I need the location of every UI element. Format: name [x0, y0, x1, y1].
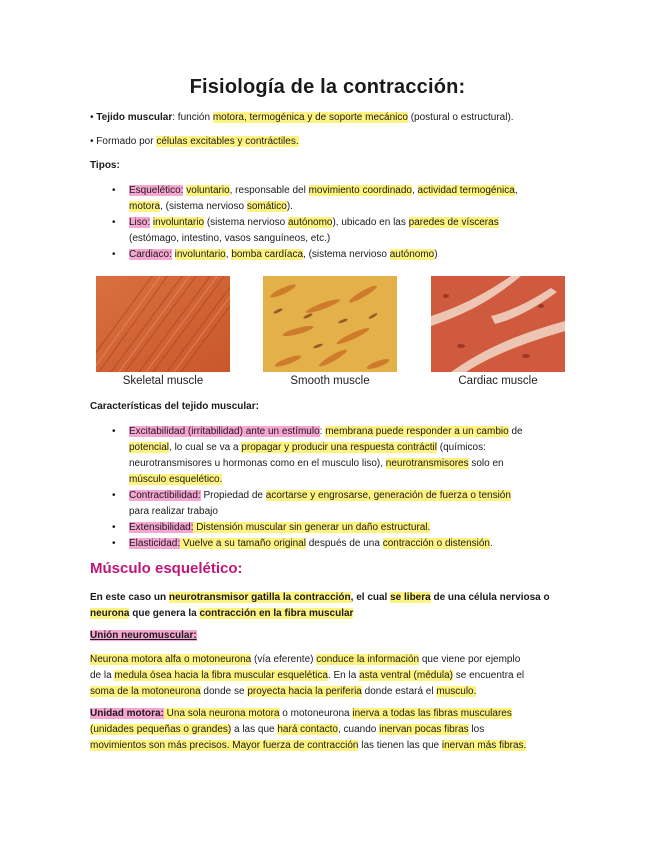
text: (vía eferente): [251, 654, 317, 665]
caracteristicas-list: [112, 424, 562, 552]
highlight: motora: [129, 201, 161, 212]
text: donde se: [200, 686, 248, 697]
highlight: autónomo: [389, 249, 435, 260]
caracteristicas-label: Características del tejido muscular:: [90, 401, 259, 412]
text: neurotransmisores u hormonas como en el musculo liso),: [129, 458, 386, 469]
list-item: [112, 215, 562, 247]
text: .: [490, 538, 493, 549]
text: (postural o estructural).: [407, 112, 514, 123]
highlight: involuntario: [152, 217, 205, 228]
bullet: •: [112, 426, 116, 437]
intro-line-formado: [90, 134, 570, 150]
label: Extensibilidad:: [129, 522, 194, 533]
paragraph: [90, 590, 570, 622]
highlight: musculo.: [436, 686, 477, 697]
text: (estómago, intestino, vasos sanguíneos, etc.): [129, 233, 331, 244]
highlight: contracción en la fibra muscular: [199, 608, 354, 619]
highlight: Vuelve a su tamaño original: [180, 538, 306, 549]
bullet: •: [90, 136, 94, 147]
highlight: neurona: [90, 608, 130, 619]
highlight: potencial: [129, 442, 170, 453]
highlight: Distensión muscular sin generar un daño estructural.: [193, 522, 431, 533]
highlight: células excitables y contráctiles.: [156, 136, 299, 147]
text: ), ubicado en las: [332, 217, 409, 228]
text: de: [508, 426, 523, 437]
bullet: •: [112, 249, 116, 260]
bullet: •: [112, 185, 116, 196]
text: , (sistema nervioso: [160, 201, 247, 212]
image-caption: Cardiac muscle: [458, 375, 538, 387]
tipos-list: [112, 183, 562, 263]
highlight: bomba cardíaca: [231, 249, 304, 260]
label: Contractibilidad:: [129, 490, 201, 501]
list-item: [112, 183, 562, 215]
text: Formado por: [96, 136, 157, 147]
highlight: inerva a todas las fibras musculares: [352, 708, 512, 719]
paragraph: [90, 706, 570, 754]
text: . En la: [327, 670, 360, 681]
bullet: •: [112, 490, 116, 501]
bullet: •: [112, 522, 116, 533]
cardiac-muscle-image: [431, 276, 565, 372]
union-label-line: [90, 628, 570, 644]
highlight: neurotransmisores: [385, 458, 469, 469]
text: :: [319, 426, 326, 437]
text: las tienen las que: [358, 740, 442, 751]
list-item: [112, 424, 562, 488]
text: ,: [514, 185, 518, 196]
bullet: •: [112, 538, 116, 549]
union-label: Unión neuromuscular:: [90, 630, 197, 641]
text: (sistema nervioso: [204, 217, 288, 228]
list-item: [112, 536, 562, 552]
highlight: hará contacto: [277, 724, 338, 735]
intro-line-tejido: [90, 110, 570, 126]
highlight: neurotransmisor gatilla la contracción: [168, 592, 351, 603]
highlight: movimiento coordinado: [308, 185, 412, 196]
label: Cardiaco:: [129, 249, 172, 260]
text: : función: [172, 112, 213, 123]
highlight: voluntario: [186, 185, 230, 196]
image-caption: Smooth muscle: [290, 375, 370, 387]
tejido-label: Tejido muscular: [96, 112, 173, 123]
text: ): [434, 249, 438, 260]
text: , el cual: [350, 592, 391, 603]
highlight: somático: [246, 201, 287, 212]
image-caption: Skeletal muscle: [122, 375, 204, 387]
highlight: involuntario: [174, 249, 226, 260]
highlight: asta ventral (médula): [359, 670, 453, 681]
highlight: actividad termogénica: [417, 185, 515, 196]
text: de la: [90, 670, 115, 681]
highlight: paredes de vísceras: [408, 217, 499, 228]
text: los: [468, 724, 485, 735]
skeletal-muscle-image: [96, 276, 230, 372]
text: , cuando: [337, 724, 380, 735]
text: o motoneurona: [279, 708, 353, 719]
label: Liso:: [129, 217, 151, 228]
highlight: acortarse y engrosarse, generación de fuerza o tensión: [265, 490, 511, 501]
text: se encuentra el: [453, 670, 525, 681]
highlight: Neurona motora alfa o motoneurona: [90, 654, 252, 665]
tipos-label: Tipos:: [90, 160, 120, 171]
text: , responsable del: [229, 185, 309, 196]
label: Esquelético:: [129, 185, 184, 196]
highlight: propagar y producir una respuesta contráctil: [241, 442, 437, 453]
list-item: [112, 247, 562, 263]
text: que genera la: [129, 608, 200, 619]
highlight: proyecta hacia la periferia: [247, 686, 362, 697]
paragraph: [90, 652, 570, 700]
bullet: •: [90, 112, 94, 123]
highlight: movimientos son más precisos. Mayor fuerza de contracción: [90, 740, 359, 751]
highlight: músculo esquelético.: [129, 474, 223, 485]
section-title: Músculo esquelético:: [90, 560, 243, 577]
text: ,: [411, 185, 418, 196]
text: solo en: [468, 458, 504, 469]
highlight: inervan pocas fibras: [379, 724, 469, 735]
page-title: Fisiología de la contracción:: [189, 76, 466, 98]
highlight: motora, termogénica y de soporte mecánico: [212, 112, 408, 123]
highlight: se libera: [390, 592, 431, 603]
highlight: medula ósea hacia la fibra muscular esquelética: [114, 670, 328, 681]
label: Unidad motora:: [90, 708, 164, 719]
highlight: membrana puede responder a un cambio: [325, 426, 509, 437]
list-item: [112, 520, 562, 536]
text: (químicos:: [436, 442, 486, 453]
bullet: •: [112, 217, 116, 228]
text: para realizar trabajo: [129, 506, 218, 517]
label: Excitabilidad (irritabilidad) ante un estímulo: [129, 426, 320, 437]
highlight: (unidades pequeñas o grandes): [90, 724, 232, 735]
highlight: conduce la información: [316, 654, 420, 665]
list-item: [112, 488, 562, 520]
text: En este caso un: [90, 592, 169, 603]
text: donde estará el: [361, 686, 437, 697]
highlight: autónomo: [287, 217, 333, 228]
highlight: inervan más fibras.: [441, 740, 527, 751]
smooth-muscle-image: [263, 276, 397, 372]
text: ,: [225, 249, 232, 260]
text: , (sistema nervioso: [303, 249, 390, 260]
highlight: soma de la motoneurona: [90, 686, 201, 697]
text: de una célula nerviosa o: [430, 592, 550, 603]
text: a las que: [231, 724, 278, 735]
text: ).: [286, 201, 293, 212]
label: Elasticidad:: [129, 538, 181, 549]
highlight: Una sola neurona motora: [163, 708, 280, 719]
text: que viene por ejemplo: [419, 654, 521, 665]
text: , lo cual se va a: [169, 442, 242, 453]
highlight: contracción o distensión: [382, 538, 490, 549]
text: Propiedad de: [200, 490, 266, 501]
text: después de una: [305, 538, 383, 549]
